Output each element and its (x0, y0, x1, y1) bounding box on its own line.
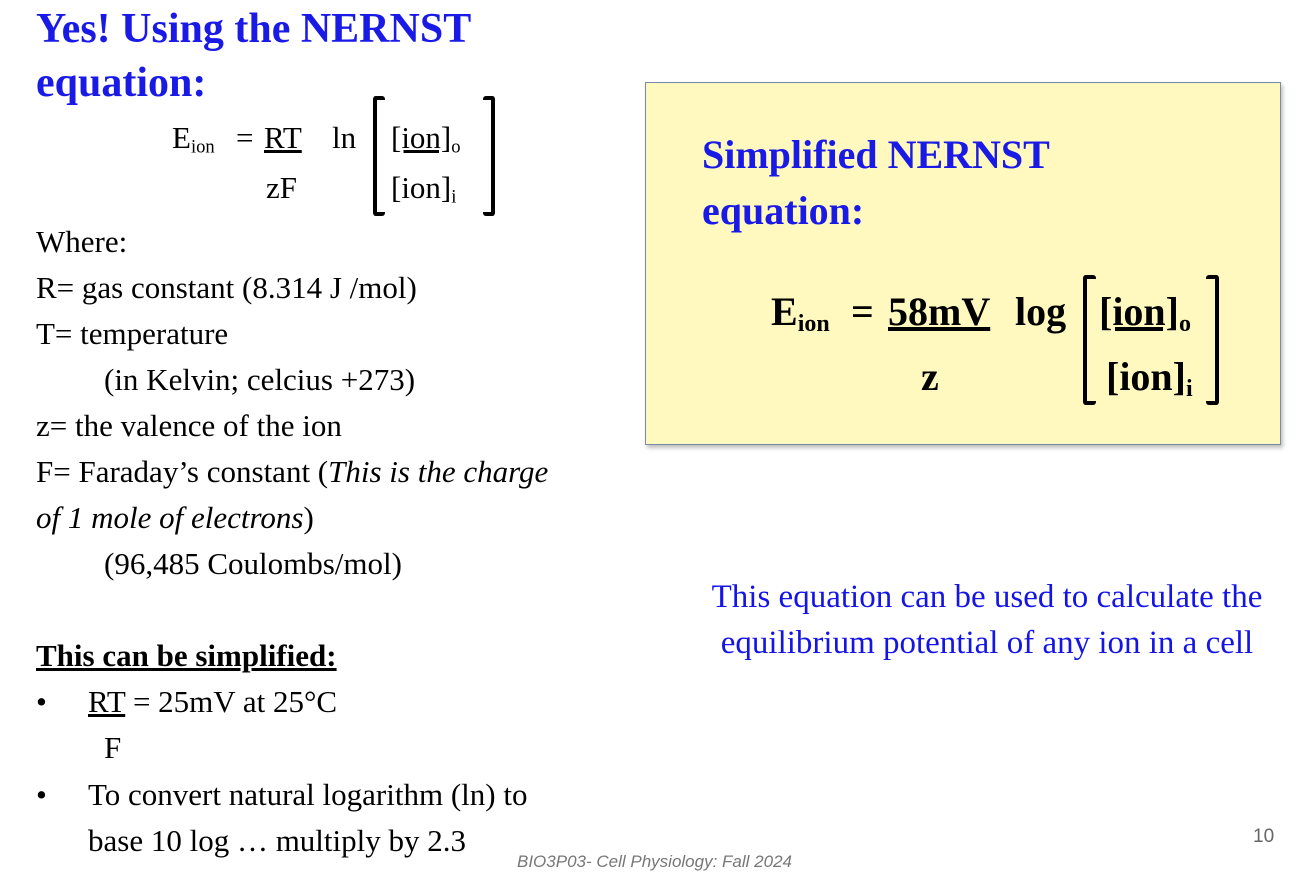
eq1-left-bracket (373, 96, 385, 216)
eq1-lhs: $E_{ion}$ (172, 120, 215, 158)
eq2-left-bracket (1083, 275, 1096, 405)
eq2-log: log (1015, 289, 1067, 334)
bullet-1-text: RT = 25mV at 25°C (88, 684, 338, 719)
slide-title-line2: equation: (36, 60, 207, 106)
slide-title-line1: Yes! Using the NERNST (36, 6, 472, 52)
def-z: z= the valence of the ion (36, 408, 342, 443)
bullet-1: • (36, 684, 47, 719)
eq1-conc-out: $[ion]_o$ (391, 120, 461, 158)
bullet-1-denominator: F (104, 730, 122, 765)
simplified-heading: This can be simplified: (36, 638, 337, 673)
eq1-ln: ln (332, 120, 357, 155)
eq2-denominator: z (921, 354, 939, 399)
box-title-line1: Simplified NERNST (702, 132, 1050, 177)
bullet-2-line2: base 10 log … multiply by 2.3 (88, 823, 467, 858)
bullet-2-line1: To convert natural logarithm (ln) to (88, 777, 528, 812)
def-f-cont: of 1 mole of electrons) (36, 500, 314, 535)
page-number: 10 (1253, 826, 1275, 847)
def-t: T= temperature (36, 316, 229, 351)
eq2-conc-in: $[ion]_i$ (1106, 354, 1193, 402)
where-label: Where: (36, 224, 128, 259)
def-f-value: (96,485 Coulombs/mol) (104, 546, 402, 581)
def-r: R= gas constant (8.314 J /mol) (36, 270, 417, 305)
def-t-note: (in Kelvin; celcius +273) (104, 362, 416, 397)
eq2-right-bracket (1206, 275, 1219, 405)
eq2-conc-out: $[ion]_o$ (1099, 289, 1191, 337)
eq1-numerator: RT (264, 120, 302, 155)
eq2-numerator: 58mV (888, 289, 991, 334)
def-f: F= Faraday’s constant (This is the charge (36, 454, 549, 489)
footer-course: BIO3P03- Cell Physiology: Fall 2024 (517, 852, 792, 871)
eq1-right-bracket (483, 96, 495, 216)
eq1-conc-in: $[ion]_i$ (391, 170, 457, 208)
eq1-denominator: zF (266, 170, 297, 205)
eq2-lhs: $E_{ion}$ (771, 289, 830, 337)
box-title-line2: equation: (702, 188, 865, 233)
simplified-equation-box (645, 82, 1281, 445)
bullet-2: • (36, 777, 47, 812)
eq2-equals: = (851, 289, 874, 334)
equation-note: This equation can be used to calculate the equilibrium potential of any ion in a cell (711, 579, 1263, 661)
eq1-equals: = (236, 120, 254, 155)
